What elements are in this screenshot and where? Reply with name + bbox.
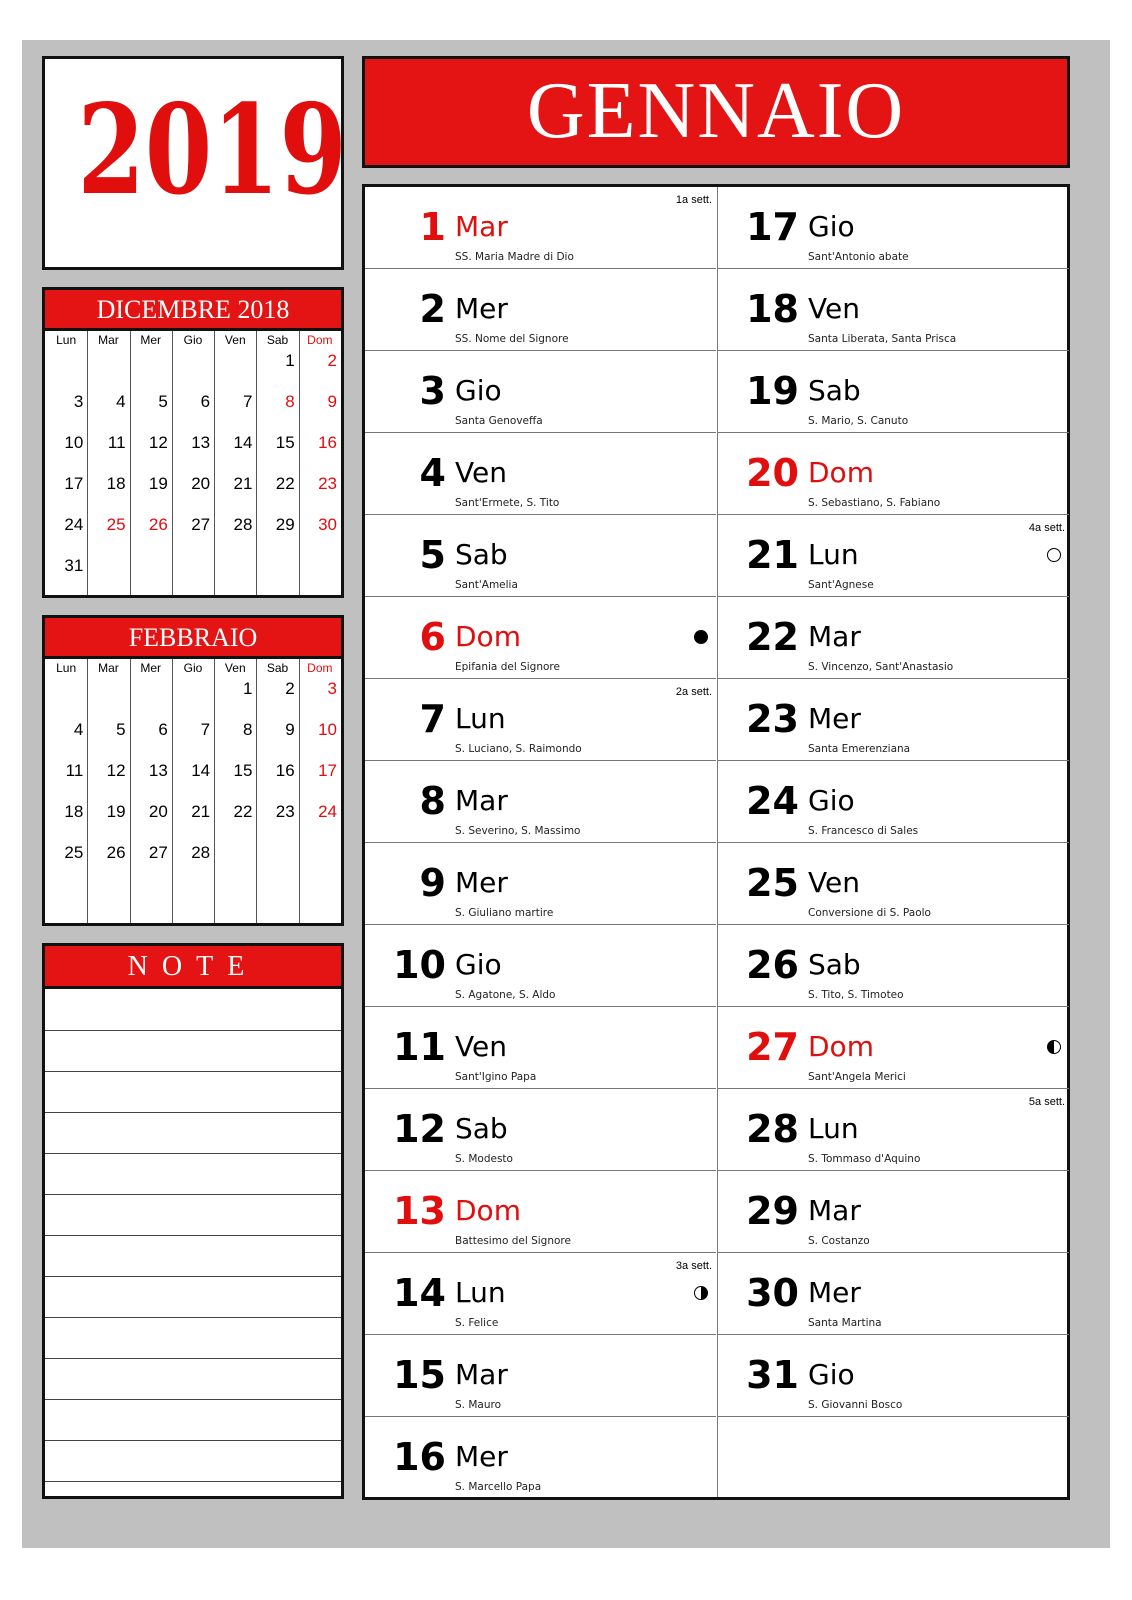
mini-calendar-day: 5 (116, 720, 126, 739)
mini-calendar-day: 24 (64, 515, 84, 534)
weekday-label: Dom (455, 620, 521, 653)
saint-name: S. Mauro (455, 1399, 501, 1411)
day-cell (718, 1335, 1069, 1417)
day-number: 16 (393, 1435, 446, 1479)
weekday-label: Lun (455, 1276, 506, 1309)
mini-calendar-day: 28 (191, 843, 211, 862)
mini-calendar-day: 12 (106, 761, 126, 780)
mini-calendar-day: 11 (65, 761, 84, 780)
saint-name: Santa Genoveffa (455, 415, 543, 427)
mini-calendar-day: 2 (327, 351, 337, 370)
day-number: 10 (393, 943, 446, 987)
day-number: 20 (746, 451, 799, 495)
mini-calendar-day: 22 (275, 474, 295, 493)
day-cell (365, 843, 716, 925)
weekday-label: Mar (455, 210, 508, 243)
mini-calendar-column-divider (130, 331, 131, 595)
week-number: 1a sett. (675, 194, 712, 206)
saint-name: Sant'Amelia (455, 579, 518, 591)
day-number: 14 (393, 1271, 446, 1315)
saint-name: S. Modesto (455, 1153, 513, 1165)
weekday-label: Ven (808, 866, 860, 899)
day-cell (365, 1171, 716, 1253)
mini-calendar-day: 8 (242, 720, 253, 739)
mini-calendar-day: 29 (275, 515, 295, 534)
weekday-label: Mar (455, 1358, 508, 1391)
day-number: 5 (419, 533, 446, 577)
mini-calendar-day-name: Ven (224, 661, 246, 675)
mini-calendar-day: 13 (191, 433, 211, 452)
day-cell (365, 433, 716, 515)
notes-line (45, 1276, 341, 1277)
week-number: 2a sett. (675, 686, 712, 698)
weekday-label: Sab (455, 538, 508, 571)
weekday-label: Dom (808, 456, 874, 489)
day-number: 22 (746, 615, 799, 659)
day-cell (718, 1253, 1069, 1335)
mini-calendar-day: 23 (318, 474, 337, 493)
weekday-label: Ven (808, 292, 860, 325)
saint-name: Sant'Agnese (808, 579, 874, 591)
mini-calendar-column-divider (87, 331, 88, 595)
day-cell (718, 515, 1069, 597)
mini-calendar-day-name: Dom (307, 661, 333, 675)
mini-calendar-day: 10 (318, 720, 337, 739)
new-moon-icon (694, 630, 708, 644)
saint-name: S. Mario, S. Canuto (808, 415, 909, 427)
day-number: 19 (746, 369, 799, 413)
mini-calendar-day: 4 (116, 392, 126, 411)
mini-calendar-day-name: Mar (98, 661, 119, 675)
weekday-label: Mer (808, 1276, 861, 1309)
mini-calendar-day-name: Mer (140, 661, 162, 675)
weekday-label: Mer (455, 292, 508, 325)
notes-line (45, 1399, 341, 1400)
notes-line (45, 1440, 341, 1441)
saint-name: S. Francesco di Sales (808, 825, 919, 837)
saint-name: S. Agatone, S. Aldo (455, 989, 556, 1001)
weekday-label: Lun (808, 1112, 859, 1145)
day-number: 24 (746, 779, 799, 823)
day-number: 7 (419, 697, 446, 741)
day-cell (718, 1089, 1069, 1171)
year-box (42, 56, 347, 270)
mini-calendar-column-divider (130, 659, 131, 923)
mini-calendar-day-name: Mar (98, 333, 119, 347)
mini-calendar-day: 4 (73, 720, 84, 739)
mini-calendar-day: 31 (64, 556, 84, 575)
mini-calendar-day: 28 (233, 515, 253, 534)
mini-calendar-day: 20 (191, 474, 211, 493)
weekday-label: Gio (808, 1358, 855, 1391)
mini-calendar-day: 25 (106, 515, 126, 534)
saint-name: S. Giuliano martire (455, 907, 554, 919)
day-cell (718, 1007, 1069, 1089)
weekday-label: Dom (455, 1194, 521, 1227)
first-quarter-moon-icon (694, 1286, 708, 1300)
saint-name: S. Sebastiano, S. Fabiano (808, 497, 941, 509)
day-cell (718, 433, 1069, 515)
notes-line (45, 1030, 341, 1031)
day-cell (365, 597, 716, 679)
saint-name: S. Severino, S. Massimo (455, 825, 581, 837)
mini-calendar-day: 15 (233, 761, 253, 780)
weekday-label: Sab (808, 374, 861, 407)
mini-calendar-day: 24 (318, 802, 337, 821)
notes-line (45, 1481, 341, 1482)
mini-calendar-day: 1 (242, 679, 253, 698)
weekday-label: Ven (455, 456, 507, 489)
mini-calendar-column-divider (87, 659, 88, 923)
day-number: 29 (746, 1189, 799, 1233)
saint-name: S. Felice (455, 1317, 499, 1329)
saint-name: SS. Nome del Signore (455, 333, 569, 345)
weekday-label: Gio (455, 948, 502, 981)
weekday-label: Gio (808, 210, 855, 243)
saint-name: Santa Emerenziana (808, 743, 911, 755)
mini-calendar-day: 23 (275, 802, 295, 821)
day-cell (365, 351, 716, 433)
day-cell (365, 515, 716, 597)
saint-name: Santa Liberata, Santa Prisca (808, 333, 957, 345)
day-number: 9 (419, 861, 446, 905)
day-cell (365, 1417, 716, 1499)
day-number: 4 (419, 451, 446, 495)
day-number: 17 (746, 205, 799, 249)
mini-calendar-day: 19 (106, 802, 126, 821)
mini-calendar-day: 13 (148, 761, 168, 780)
weekday-label: Mer (808, 702, 861, 735)
day-cell (718, 1171, 1069, 1253)
day-cell (365, 1007, 716, 1089)
notes-line (45, 1194, 341, 1195)
mini-calendar-day: 3 (327, 679, 337, 698)
month-title: GENNAIO (362, 56, 1070, 168)
mini-calendar-column-divider (214, 331, 215, 595)
mini-calendar-day-name: Gio (183, 661, 203, 675)
mini-calendar-day: 14 (233, 433, 253, 452)
day-number: 18 (746, 287, 799, 331)
mini-calendar-grid (45, 331, 341, 595)
saint-name: S. Vincenzo, Sant'Anastasio (808, 661, 954, 673)
notes-line (45, 1071, 341, 1072)
mini-calendar-day: 10 (64, 433, 84, 452)
mini-calendar-day: 14 (191, 761, 211, 780)
day-cell (718, 679, 1069, 761)
day-cell (365, 761, 716, 843)
day-number: 3 (419, 369, 446, 413)
mini-calendar-day: 20 (148, 802, 168, 821)
mini-calendar-day: 22 (233, 802, 253, 821)
mini-calendar-day-name: Lun (56, 333, 77, 347)
mini-calendar-day: 5 (158, 392, 168, 411)
mini-calendar-day: 12 (148, 433, 168, 452)
mini-calendar-day: 6 (158, 720, 168, 739)
mini-calendar-title: DICEMBRE 2018 (45, 290, 341, 331)
mini-calendar-day: 21 (191, 802, 211, 821)
saint-name: Conversione di S. Paolo (808, 907, 931, 919)
weekday-label: Sab (808, 948, 861, 981)
day-number: 13 (393, 1189, 446, 1233)
day-number: 1 (419, 205, 446, 249)
day-cell (365, 269, 716, 351)
mini-calendar-day-name: Sab (266, 661, 289, 675)
mini-calendar-day: 17 (318, 761, 337, 780)
day-number: 11 (393, 1025, 446, 1069)
days-grid (362, 184, 1070, 1500)
day-cell (718, 269, 1069, 351)
weekday-label: Mer (455, 1440, 508, 1473)
mini-calendar-day: 26 (106, 843, 126, 862)
mini-calendar-day-name: Mer (140, 333, 162, 347)
empty-day-cell (718, 1417, 1069, 1499)
mini-calendar-day-name: Lun (56, 661, 77, 675)
week-number: 5a sett. (1028, 1096, 1065, 1108)
mini-calendar-column-divider (172, 331, 173, 595)
day-cell (365, 1335, 716, 1417)
mini-calendar-day: 21 (233, 474, 253, 493)
mini-calendar-day: 18 (64, 802, 84, 821)
notes-panel (42, 943, 344, 1499)
day-number: 6 (419, 615, 446, 659)
mini-calendar-day: 18 (106, 474, 126, 493)
saint-name: S. Marcello Papa (455, 1481, 542, 1493)
day-number: 15 (393, 1353, 446, 1397)
mini-calendar-day: 16 (275, 761, 295, 780)
notes-line (45, 1358, 341, 1359)
mini-calendar-day: 9 (327, 392, 337, 411)
day-number: 30 (746, 1271, 799, 1315)
day-cell (365, 1089, 716, 1171)
day-number: 27 (746, 1025, 799, 1069)
mini-calendar-column-divider (172, 659, 173, 923)
day-cell (365, 679, 716, 761)
mini-calendar-day-name: Sab (266, 333, 289, 347)
saint-name: SS. Maria Madre di Dio (455, 251, 574, 263)
day-number: 23 (746, 697, 799, 741)
mini-calendar-title: FEBBRAIO (45, 618, 341, 659)
day-number: 21 (746, 533, 799, 577)
weekday-label: Gio (808, 784, 855, 817)
mini-calendar-next (42, 615, 344, 926)
notes-title: NOTE (45, 946, 341, 989)
saint-name: S. Costanzo (808, 1235, 870, 1247)
weekday-label: Mar (808, 620, 861, 653)
day-number: 2 (419, 287, 446, 331)
day-cell (718, 597, 1069, 679)
mini-calendar-day: 6 (200, 392, 211, 411)
day-cell (718, 351, 1069, 433)
year-label: 2019 (77, 78, 347, 223)
weekday-label: Gio (455, 374, 502, 407)
saint-name: Sant'Angela Merici (808, 1071, 906, 1083)
day-number: 26 (746, 943, 799, 987)
mini-calendar-day: 26 (148, 515, 168, 534)
mini-calendar-day: 7 (242, 392, 253, 411)
mini-calendar-day: 27 (191, 515, 211, 534)
mini-calendar-day-name: Dom (307, 333, 333, 347)
last-quarter-moon-icon (1047, 1040, 1061, 1054)
saint-name: Sant'Antonio abate (808, 251, 909, 263)
weekday-label: Mer (455, 866, 508, 899)
mini-calendar-day: 27 (148, 843, 168, 862)
saint-name: Battesimo del Signore (455, 1235, 571, 1247)
weekday-label: Mar (808, 1194, 861, 1227)
day-number: 8 (419, 779, 446, 823)
mini-calendar-day-name: Gio (183, 333, 203, 347)
mini-calendar-previous (42, 287, 344, 598)
saint-name: S. Giovanni Bosco (808, 1399, 903, 1411)
mini-calendar-day: 3 (73, 392, 84, 411)
saint-name: S. Luciano, S. Raimondo (455, 743, 582, 755)
mini-calendar-day-name: Ven (224, 333, 246, 347)
day-number: 31 (746, 1353, 799, 1397)
mini-calendar-day: 25 (64, 843, 84, 862)
saint-name: Santa Martina (808, 1317, 882, 1329)
day-cell (718, 925, 1069, 1007)
notes-line (45, 1317, 341, 1318)
notes-line (45, 1153, 341, 1154)
weekday-label: Ven (455, 1030, 507, 1063)
weekday-label: Dom (808, 1030, 874, 1063)
mini-calendar-day: 7 (200, 720, 211, 739)
saint-name: S. Tommaso d'Aquino (808, 1153, 921, 1165)
notes-line (45, 1112, 341, 1113)
saint-name: Sant'Igino Papa (455, 1071, 537, 1083)
mini-calendar-day: 2 (285, 679, 295, 698)
saint-name: S. Tito, S. Timoteo (808, 989, 904, 1001)
day-cell (718, 187, 1069, 269)
saint-name: Sant'Ermete, S. Tito (455, 497, 560, 509)
day-number: 12 (393, 1107, 446, 1151)
day-number: 25 (746, 861, 799, 905)
day-number: 28 (746, 1107, 799, 1151)
mini-calendar-day: 8 (285, 392, 295, 411)
weekday-label: Lun (808, 538, 859, 571)
mini-calendar-day: 11 (107, 433, 126, 452)
mini-calendar-day: 15 (275, 433, 295, 452)
mini-calendar-day: 19 (148, 474, 168, 493)
day-cell (365, 925, 716, 1007)
mini-calendar-day: 1 (285, 351, 295, 370)
weekday-label: Sab (455, 1112, 508, 1145)
notes-line (45, 1235, 341, 1236)
day-cell (365, 187, 716, 269)
week-number: 4a sett. (1028, 522, 1065, 534)
week-number: 3a sett. (675, 1260, 712, 1272)
weekday-label: Mar (455, 784, 508, 817)
weekday-label: Lun (455, 702, 506, 735)
full-moon-icon (1047, 548, 1061, 562)
day-cell (718, 761, 1069, 843)
mini-calendar-day: 17 (64, 474, 84, 493)
saint-name: Epifania del Signore (455, 661, 560, 673)
mini-calendar-grid (45, 659, 341, 923)
day-cell (365, 1253, 716, 1335)
mini-calendar-day: 16 (318, 433, 337, 452)
mini-calendar-day: 9 (285, 720, 295, 739)
mini-calendar-day: 30 (318, 515, 337, 534)
day-cell (718, 843, 1069, 925)
